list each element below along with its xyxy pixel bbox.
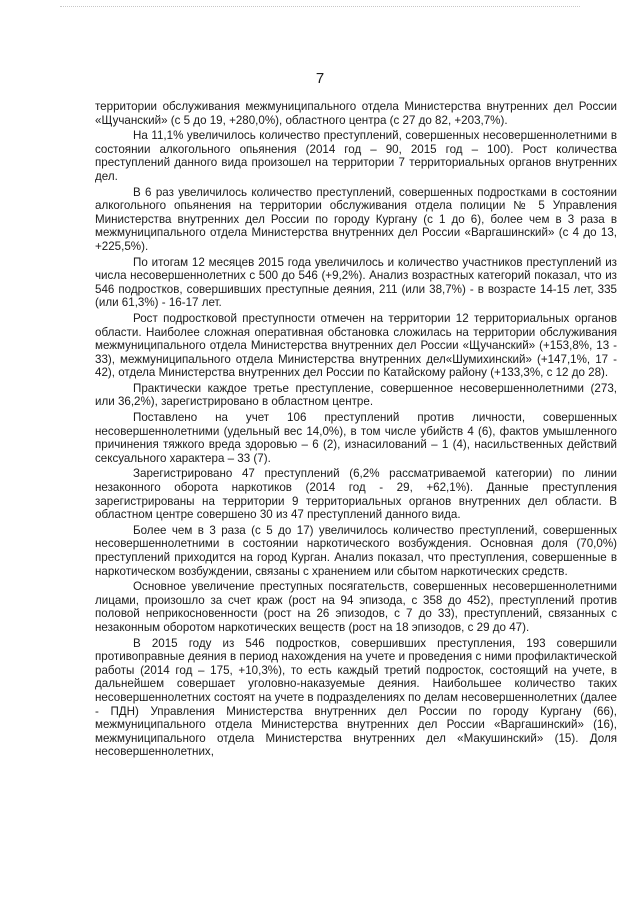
body-text [95,100,617,761]
paragraph: территории обслуживания межмуниципального отдела Министерства внутренних дел России «Щучанский» (с 5 до 19, +280,0%), областного центра (с 27 до 82, +203,7%). [95,100,617,127]
paragraph: Основное увеличение преступных посягательств, совершенных несовершеннолетними лицами, произошло за счет краж (рост на 94 эпизода, с 358 до 452), преступлений против половой неприкосновенности (рост на 26 эпизодов, с 7 до 33), преступлений, связанных с незаконным оборотом наркотических веществ (рост на 18 эпизодов, с 29 до 47). [95,580,617,634]
paragraph: Практически каждое третье преступление, совершенное несовершеннолетними (273, или 36,2%), зарегистрировано в областном центре. [95,381,617,409]
paragraph: Поставлено на учет 106 преступлений против личности, совершенных несовершеннолетними (удельный вес 14,0%), в том числе убийств 4 (6), фактов умышленного причинения тяжкого вреда здоровью – 6 (2), изнасилований – 1 (4), насильственных действий сексуального характера – 33 (7). [95,411,617,465]
paragraph: По итогам 12 месяцев 2015 года увеличилось и количество участников преступлений из числа несовершеннолетних с 500 до 546 (+9,2%). Анализ возрастных категорий показал, что из 546 подростков, совершивших преступные деяния, 211 (или 38,7%) - в возрасте 14-15 лет, 335 (или 61,3%) - 16-17 лет. [95,255,617,310]
paragraph: В 6 раз увеличилось количество преступлений, совершенных подростками в состоянии алкогольного опьянения на территории обслуживания отдела полиции № 5 Управления Министерства внутренних дел России по городу Кургану (с 1 до 6), более чем в 3 раза в межмуниципального отдела Министерства внутренних дел России «Варгашинский» (с 4 до 13, +225,5%). [95,185,617,253]
paragraph: В 2015 году из 546 подростков, совершивших преступления, 193 совершили противоправные деяния в период нахождения на учете и проведения с ними профилактической работы (2014 год – 175, +10,3%), то есть каждый третий подросток, состоящий на учете, в дальнейшем совершает уголовно-наказуемые деяния. Наибольшее количество таких несовершеннолетних состоят на учете в подразделениях по делам несовершеннолетних (далее - ПДН) Управления Министерства внутренних дел России по городу Кургану (66), межмуниципального отдела Министерства внутренних дел России «Варгашинский» (16), межмуниципального отдела Министерства внутренних дел «Макушинский» (15). Доля несовершеннолетних, [95,636,617,759]
scan-edge-line [60,6,580,8]
paragraph: Рост подростковой преступности отмечен на территории 12 территориальных органов области. Наиболее сложная оперативная обстановка сложилась на территории обслуживания межмуниципального отдела Министерства внутренних дел России «Щучанский» (+153,8%, 13 - 33), межмуниципального отдела Министерства внутренних дел«Шумихинский» (+147,1%, 17 - 42), отдела Министерства внутренних дел России по Катайскому району (+133,3%, с 12 до 28). [95,311,617,380]
paragraph: На 11,1% увеличилось количество преступлений, совершенных несовершеннолетними в состоянии алкогольного опьянения (2014 год – 90, 2015 год – 100). Рост количества преступлений данного вида произошел на территории 7 территориальных органов внутренних дел. [95,129,617,183]
paragraph: Более чем в 3 раза (с 5 до 17) увеличилось количество преступлений, совершенных несовершеннолетними в состоянии наркотического возбуждения. Основная доля (70,0%) преступлений приходится на город Курган. Анализ показал, что преступления, совершенные в наркотическом возбуждении, связаны с хранением или сбытом наркотических средств. [95,523,617,578]
paragraph: Зарегистрировано 47 преступлений (6,2% рассматриваемой категории) по линии незаконного оборота наркотиков (2014 год - 29, +62,1%). Данные преступления зарегистрированы на территории 9 территориальных органов внутренних дел области. В областном центре совершено 30 из 47 преступлений данного вида. [95,467,617,522]
page-number: 7 [315,70,325,87]
